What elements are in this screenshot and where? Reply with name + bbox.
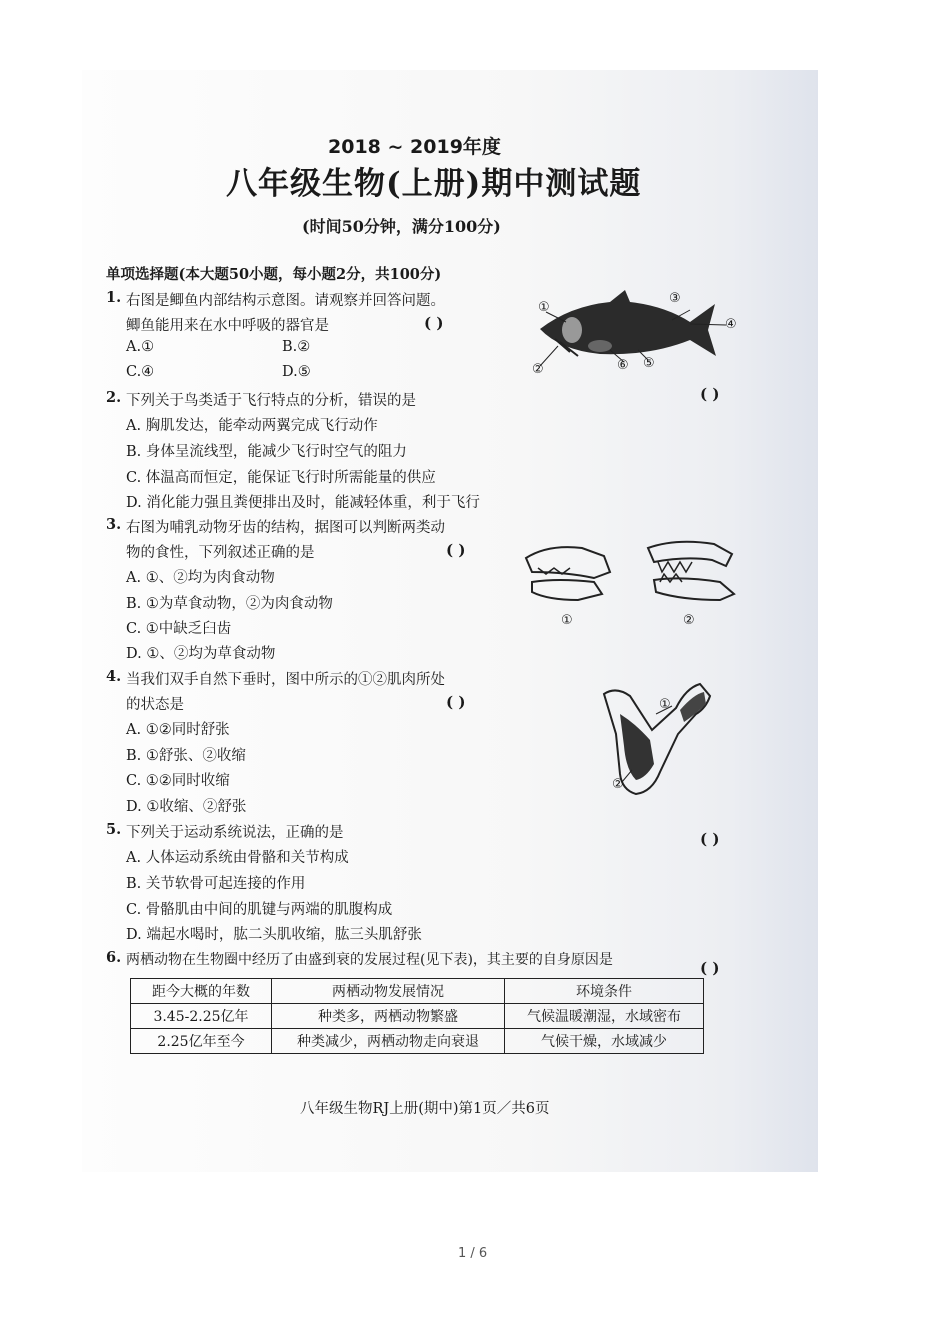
page-title: 八年级生物(上册)期中测试题 — [226, 166, 642, 202]
skull-diagram-herbivore — [518, 538, 618, 610]
q1-option-c: C.④ — [126, 364, 155, 380]
q4-option-a: A. ①②同时舒张 — [126, 722, 230, 738]
q2-option-a: A. 胸肌发达，能牵动两翼完成飞行动作 — [126, 418, 378, 434]
arm-label-1: ① — [659, 697, 671, 712]
q2-option-c: C. 体温高而恒定，能保证飞行时所需能量的供应 — [126, 470, 436, 486]
q4-number: 4. — [106, 668, 122, 685]
q5-answer-blank: ( ) — [700, 830, 720, 848]
q1-answer-blank: ( ) — [424, 314, 444, 332]
q3-option-d: D. ①、②均为草食动物 — [126, 646, 276, 662]
fish-label-5: ⑤ — [643, 356, 655, 371]
amphibian-table — [130, 978, 704, 1054]
table-cell: 气候温暖潮湿，水域密布 — [505, 1004, 704, 1029]
q5-option-a: A. 人体运动系统由骨骼和关节构成 — [126, 850, 349, 866]
sheet-footer: 八年级生物RJ上册(期中)第1页／共6页 — [300, 1101, 550, 1117]
q4-option-b: B. ①舒张、②收缩 — [126, 748, 246, 764]
skull-label-2: ② — [683, 613, 695, 628]
q4-stem-line2: 的状态是 — [126, 697, 184, 713]
fish-diagram — [530, 284, 750, 380]
q5-option-d: D. 端起水喝时，肱二头肌收缩，肱三头肌舒张 — [126, 927, 422, 943]
q6-stem: 两栖动物在生物圈中经历了由盛到衰的发展过程(见下表)，其主要的自身原因是 — [126, 952, 613, 968]
q2-option-b: B. 身体呈流线型，能减少飞行时空气的阻力 — [126, 444, 407, 460]
q5-option-b: B. 关节软骨可起连接的作用 — [126, 876, 306, 892]
skull-diagram-carnivore — [642, 534, 746, 614]
q3-number: 3. — [106, 516, 122, 533]
q1-number: 1. — [106, 289, 122, 306]
section-heading: 单项选择题(本大题50小题，每小题2分，共100分) — [106, 266, 442, 283]
table-header-cell: 环境条件 — [505, 979, 704, 1004]
q3-stem-line1: 右图为哺乳动物牙齿的结构，据图可以判断两类动 — [126, 520, 445, 536]
q2-stem: 下列关于鸟类适于飞行特点的分析，错误的是 — [126, 393, 416, 409]
q1-option-d: D.⑤ — [282, 364, 311, 380]
q3-option-a: A. ①、②均为肉食动物 — [126, 570, 275, 586]
fish-label-4: ④ — [725, 317, 737, 332]
table-cell: 3.45-2.25亿年 — [131, 1004, 272, 1029]
table-cell: 种类多，两栖动物繁盛 — [272, 1004, 505, 1029]
table-header-cell: 距今大概的年数 — [131, 979, 272, 1004]
q5-stem: 下列关于运动系统说法，正确的是 — [126, 825, 344, 841]
q4-stem-line1: 当我们双手自然下垂时，图中所示的①②肌肉所处 — [126, 672, 445, 688]
q5-number: 5. — [106, 821, 122, 838]
fish-label-6: ⑥ — [617, 358, 629, 373]
table-row — [131, 1029, 704, 1054]
q2-number: 2. — [106, 389, 122, 406]
q2-answer-blank: ( ) — [700, 385, 720, 403]
q4-answer-blank: ( ) — [446, 693, 466, 711]
q3-answer-blank: ( ) — [446, 541, 466, 559]
table-cell: 2.25亿年至今 — [131, 1029, 272, 1054]
q4-option-d: D. ①收缩、②舒张 — [126, 799, 247, 815]
skull-label-1: ① — [561, 613, 573, 628]
q1-option-b: B.② — [282, 339, 311, 355]
exam-info: (时间50分钟，满分100分) — [302, 217, 501, 236]
table-header-row — [131, 979, 704, 1004]
arm-label-2: ② — [612, 777, 624, 792]
q3-option-c: C. ①中缺乏臼齿 — [126, 621, 232, 637]
q2-option-d: D. 消化能力强且粪便排出及时，能减轻体重，利于飞行 — [126, 495, 480, 511]
table-cell: 气候干燥，水域减少 — [505, 1029, 704, 1054]
q1-stem-line1: 右图是鲫鱼内部结构示意图。请观察并回答问题。 — [126, 293, 445, 309]
q4-option-c: C. ①②同时收缩 — [126, 773, 230, 789]
table-row — [131, 1004, 704, 1029]
q3-option-b: B. ①为草食动物，②为肉食动物 — [126, 596, 333, 612]
q6-answer-blank: ( ) — [700, 959, 720, 977]
q5-option-c: C. 骨骼肌由中间的肌键与两端的肌腹构成 — [126, 902, 393, 918]
fish-label-3: ③ — [669, 291, 681, 306]
q1-stem-line2: 鲫鱼能用来在水中呼吸的器官是 — [126, 318, 329, 334]
fish-label-2: ② — [532, 362, 544, 377]
q1-option-a: A.① — [126, 339, 155, 355]
q3-stem-line2: 物的食性，下列叙述正确的是 — [126, 545, 315, 561]
page-number: 1 / 6 — [458, 1246, 488, 1261]
school-year: 2018 ~ 2019年度 — [328, 136, 501, 158]
q6-number: 6. — [106, 949, 122, 966]
table-cell: 种类减少，两栖动物走向衰退 — [272, 1029, 505, 1054]
fish-label-1: ① — [538, 300, 550, 315]
table-header-cell: 两栖动物发展情况 — [272, 979, 505, 1004]
